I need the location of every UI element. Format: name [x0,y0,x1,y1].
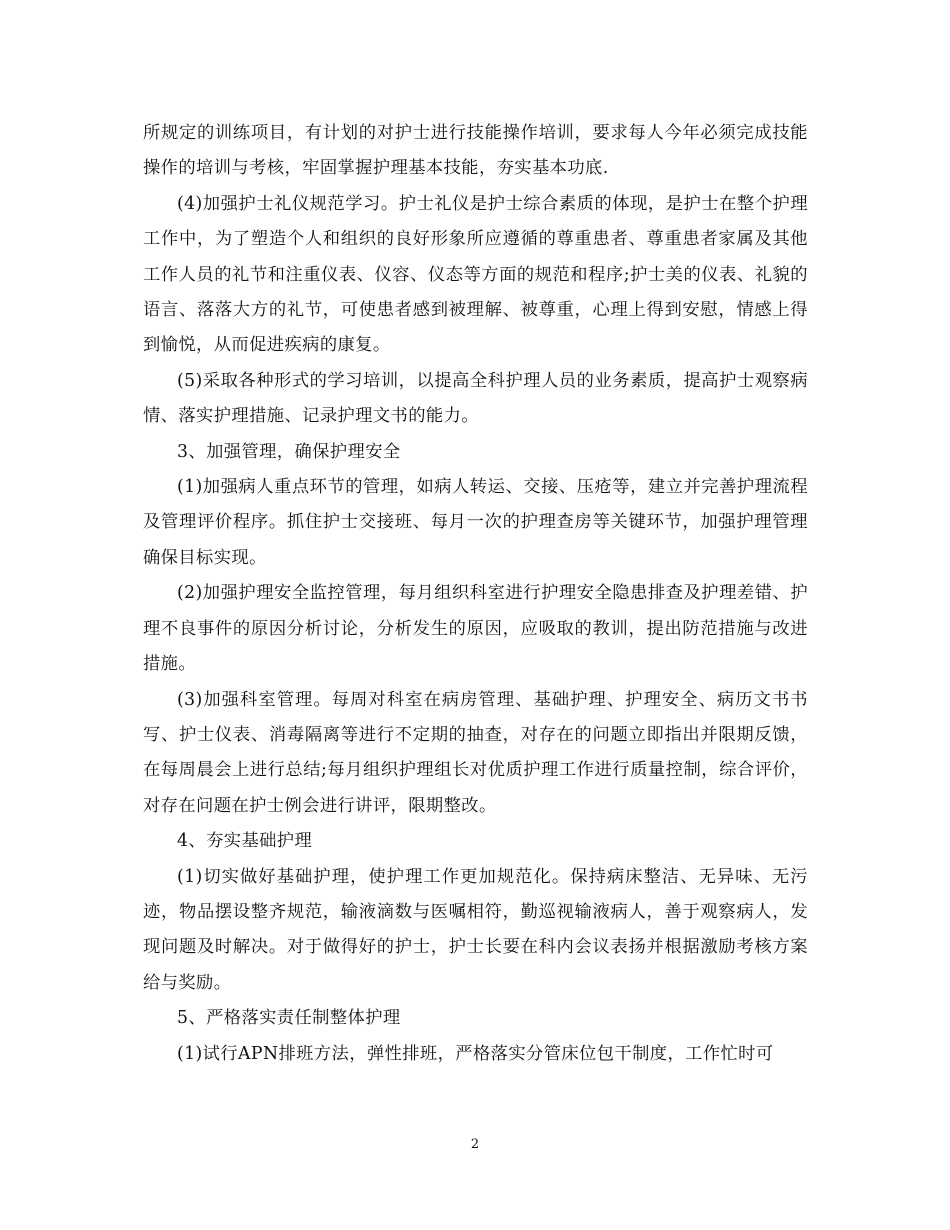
section-heading-3: 3、加强管理，确保护理安全 [177,441,401,462]
document-body [143,116,808,1072]
paragraph-item-2-safety-monitoring: (2)加强护理安全监控管理，每月组织科室进行护理安全隐患排查及护理差错、护理不良事件的原因分析讨论，分析发生的原因，应吸取的教训，提出防范措施与改进措施。 [143,583,808,675]
paragraph-item-5-training: (5)采取各种形式的学习培训，以提高全科护理人员的业务素质，提高护士观察病情、落实护理措施、记录护理文书的能力。 [143,370,808,427]
section-heading-4: 4、夯实基础护理 [177,831,313,852]
page-number: 2 [470,1137,480,1152]
paragraph-item-1-apn-scheduling: (1)试行APN排班方法，弹性排班，严格落实分管床位包干制度，工作忙时可 [177,1043,774,1064]
paragraph-item-4-etiquette: (4)加强护士礼仪规范学习。护士礼仪是护士综合素质的体现，是护士在整个护理工作中，为了塑造个人和组织的良好形象所应遵循的尊重患者、尊重患者家属及其他工作人员的礼节和注重仪表、仪容、仪态等方面的规范和程序;护士美的仪表、礼貌的语言、落落大方的礼节，可使患者感到被理解、被尊重，心理上得到安慰，情感上得到愉悦，从而促进疾病的康复。 [143,193,808,356]
paragraph-item-1-basic-nursing: (1)切实做好基础护理，使护理工作更加规范化。保持病床整洁、无异味、无污迹，物品摆设整齐规范，输液滴数与医嘱相符，勤巡视输液病人，善于观察病人，发现问题及时解决。对于做得好的护士，护士长要在科内会议表扬并根据激励考核方案给与奖励。 [143,866,808,993]
paragraph-item-1-key-links: (1)加强病人重点环节的管理，如病人转运、交接、压疮等，建立并完善护理流程及管理评价程序。抓住护士交接班、每月一次的护理查房等关键环节，加强护理管理确保目标实现。 [143,477,808,568]
paragraph-continuation: 所规定的训练项目，有计划的对护士进行技能操作培训，要求每人今年必须完成技能操作的培训与考核，牢固掌握护理基本技能，夯实基本功底. [143,123,808,179]
paragraph-item-3-department-management: (3)加强科室管理。每周对科室在病房管理、基础护理、护理安全、病历文书书写、护士仪表、消毒隔离等进行不定期的抽查，对存在的问题立即指出并限期反馈，在每周晨会上进行总结;每月组织护理组长对优质护理工作进行质量控制，综合评价，对存在问题在护士例会进行讲评，限期整改。 [143,689,808,816]
section-heading-5: 5、严格落实责任制整体护理 [177,1008,401,1029]
